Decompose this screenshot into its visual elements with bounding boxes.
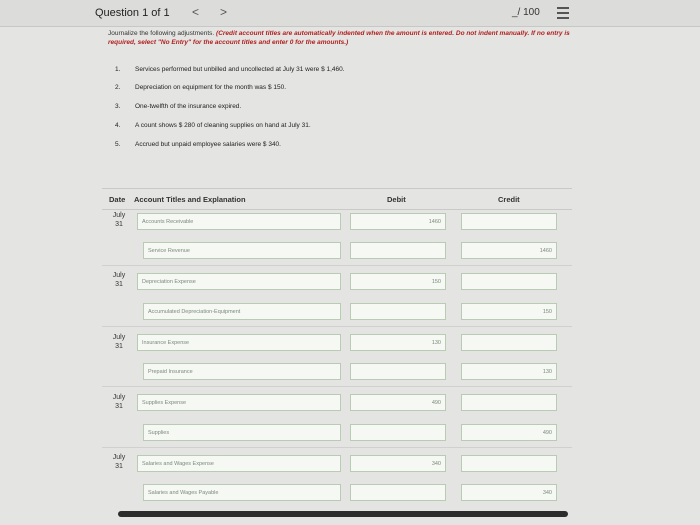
list-item: 4. A count shows $ 280 of cleaning supplies on hand at July 31. <box>115 122 311 129</box>
credit-amount-field[interactable] <box>461 273 557 290</box>
credit-amount-field[interactable] <box>461 334 557 351</box>
credit-account-field[interactable]: Service Revenue <box>143 242 341 259</box>
entry-date: July 31 <box>112 272 126 288</box>
debit-amount-field[interactable]: 340 <box>350 455 446 472</box>
credit-account-field[interactable]: Accumulated Depreciation-Equipment <box>143 303 341 320</box>
credit-account-field[interactable]: Supplies <box>143 424 341 441</box>
list-item: 3. One-twelfth of the insurance expired. <box>115 103 242 110</box>
debit-amount-field[interactable]: 490 <box>350 394 446 411</box>
credit-column-header: Credit <box>498 195 520 204</box>
question-header <box>0 0 700 27</box>
row-divider <box>102 326 572 327</box>
credit-amount-field[interactable] <box>461 455 557 472</box>
credit-amount-field[interactable]: 150 <box>461 303 557 320</box>
question-label: Question 1 of 1 <box>95 7 170 19</box>
credit-amount-field[interactable]: 490 <box>461 424 557 441</box>
debit-amount-field[interactable] <box>350 424 446 441</box>
next-question-button[interactable]: > <box>220 5 228 19</box>
entry-date: July 31 <box>112 394 126 410</box>
row-divider <box>102 386 572 387</box>
row-divider <box>102 265 572 266</box>
account-column-header: Account Titles and Explanation <box>134 195 246 204</box>
score-label: _/ 100 <box>512 7 540 18</box>
debit-amount-field[interactable]: 150 <box>350 273 446 290</box>
date-column-header: Date <box>109 195 126 204</box>
entry-date: July 31 <box>112 212 126 228</box>
credit-account-field[interactable]: Prepaid Insurance <box>143 363 341 380</box>
entry-date: July 31 <box>112 454 126 470</box>
debit-amount-field[interactable]: 130 <box>350 334 446 351</box>
journal-table-header <box>102 188 572 210</box>
instructions <box>108 29 578 47</box>
list-item: 5. Accrued but unpaid employee salaries were $ 340. <box>115 141 281 148</box>
debit-amount-field[interactable] <box>350 484 446 501</box>
entry-date: July 31 <box>112 334 126 350</box>
credit-amount-field[interactable]: 1460 <box>461 242 557 259</box>
credit-amount-field[interactable]: 340 <box>461 484 557 501</box>
instructions-lead: Journalize the following adjustments. <box>108 30 215 37</box>
previous-question-button[interactable]: < <box>192 5 200 19</box>
horizontal-scrollbar[interactable] <box>118 511 568 517</box>
debit-amount-field[interactable]: 1460 <box>350 213 446 230</box>
debit-amount-field[interactable] <box>350 303 446 320</box>
credit-amount-field[interactable] <box>461 213 557 230</box>
credit-account-field[interactable]: Salaries and Wages Payable <box>143 484 341 501</box>
debit-amount-field[interactable] <box>350 242 446 259</box>
debit-account-field[interactable]: Accounts Receivable <box>137 213 341 230</box>
row-divider <box>102 447 572 448</box>
debit-account-field[interactable]: Insurance Expense <box>137 334 341 351</box>
list-item: 2. Depreciation on equipment for the month was $ 150. <box>115 84 287 91</box>
debit-column-header: Debit <box>387 195 406 204</box>
menu-icon[interactable] <box>557 7 569 19</box>
instructions-note: (Credit account titles are automatically indented when the amount is entered. Do not indent manually. If no entry is required, select "No Entry" for the account titles and enter 0 for the amounts.) <box>108 30 570 46</box>
debit-account-field[interactable]: Salaries and Wages Expense <box>137 455 341 472</box>
debit-account-field[interactable]: Supplies Expense <box>137 394 341 411</box>
credit-amount-field[interactable]: 130 <box>461 363 557 380</box>
debit-account-field[interactable]: Depreciation Expense <box>137 273 341 290</box>
list-item: 1. Services performed but unbilled and uncollected at July 31 were $ 1,460. <box>115 66 345 73</box>
credit-amount-field[interactable] <box>461 394 557 411</box>
debit-amount-field[interactable] <box>350 363 446 380</box>
